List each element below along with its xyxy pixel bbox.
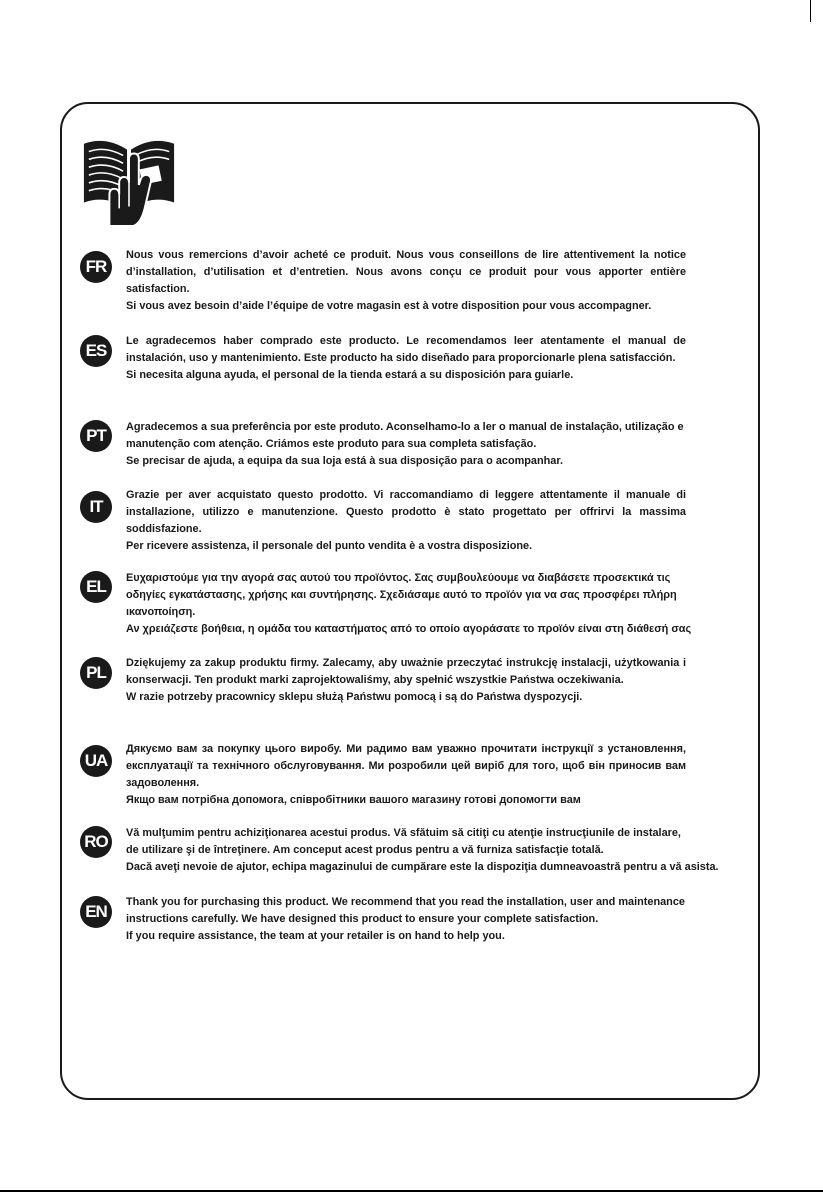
notice-text-en: [126, 894, 686, 945]
notice-text-pl: [126, 655, 686, 706]
language-badge-ua: UA: [80, 745, 112, 777]
notice-text-es: [126, 333, 686, 384]
notice-text-ua: [126, 741, 686, 809]
thank-you-paragraph-it: Grazie per aver acquistato questo prodotto. Vi raccomandiamo di leggere attentamente il manuale di installazione, utilizzo e manutenzione. Questo prodotto è stato progettato per offrirvi la massima soddisfazione.: [126, 489, 686, 535]
crop-mark-top: [810, 0, 811, 22]
language-badge-ro: RO: [80, 826, 112, 858]
notice-text-pt: [126, 419, 686, 470]
notice-text-el: [126, 570, 692, 638]
help-line-en: If you require assistance, the team at your retailer is on hand to help you.: [126, 930, 505, 942]
thank-you-paragraph-es: Le agradecemos haber comprado este producto. Le recomendamos leer atentamente el manual de instalación, uso y mantenimiento. Este producto ha sido diseñado para proporcionarle plena satisfacción.: [126, 335, 686, 364]
help-line-ro: Dacă aveţi nevoie de ajutor, echipa magazinului de cumpărare este la dispoziţia dumneavoastră pentru a vă asista.: [126, 861, 719, 873]
language-badge-it: IT: [80, 491, 112, 523]
language-badge-es: ES: [80, 335, 112, 367]
notice-text-ro: [126, 825, 719, 876]
thank-you-paragraph-pl: Dziękujemy za zakup produktu firmy. Zalecamy, aby uważnie przeczytać instrukcję instalacji, użytkowania i konserwacji. Ten produkt marki zaprojektowaliśmy, aby spełnić wszystkie Państwa oczekiwania.: [126, 657, 686, 686]
help-line-el: Αν χρειάζεστε βοήθεια, η ομάδα του καταστήματος από το οποίο αγοράσατε το προϊόν είναι στη διάθεσή σας: [126, 623, 692, 635]
language-badge-pl: PL: [80, 657, 112, 689]
thank-you-paragraph-ro: Vă mulţumim pentru achiziţionarea acestui produs. Vă sfătuim să citiţi cu atenţie instrucţiunile de instalare, de utilizare şi de întreţinere. Am conceput acest produs pentru a vă furniza satisfacţie totală.: [126, 827, 681, 856]
language-badge-fr: FR: [80, 251, 112, 283]
help-line-ua: Якщо вам потрібна допомога, співробітники вашого магазину готові допомогти вам: [126, 794, 581, 806]
help-line-fr: Si vous avez besoin d’aide l’équipe de votre magasin est à votre disposition pour vous accompagner.: [126, 300, 652, 312]
thank-you-paragraph-ua: Дякуємо вам за покупку цього виробу. Ми радимо вам уважно прочитати інструкції з установлення, експлуатації та технічного обслуговування. Ми розробили цей виріб для того, щоб він приносив вам задоволення.: [126, 743, 686, 789]
thank-you-paragraph-el: Ευχαριστούμε για την αγορά σας αυτού του προϊόντος. Σας συμβουλεύουμε να διαβάσετε προσεκτικά τις οδηγίες εγκατάστασης, χρήσης και συντήρησης. Σχεδιάσαμε αυτό το προϊόν για να σας προσφέρει πλήρη ικανοποίηση.: [126, 572, 677, 618]
help-line-es: Si necesita alguna ayuda, el personal de la tienda estará a su disposición para guiarle.: [126, 369, 574, 381]
notice-text-fr: [126, 247, 686, 315]
language-badge-en: EN: [80, 896, 112, 928]
thank-you-paragraph-pt: Agradecemos a sua preferência por este produto. Aconselhamo-lo a ler o manual de instalação, utilização e manutenção com atenção. Criámos este produto para sua completa satisfação.: [126, 421, 684, 450]
language-badge-pt: PT: [80, 420, 112, 452]
thank-you-paragraph-en: Thank you for purchasing this product. We recommend that you read the installation, user and maintenance instructions carefully. We have designed this product to ensure your complete satisfaction.: [126, 896, 685, 925]
help-line-pt: Se precisar de ajuda, a equipa da sua loja está à sua disposição para o acompanhar.: [126, 455, 564, 467]
help-line-pl: W razie potrzeby pracownicy sklepu służą Państwu pomocą i są do Państwa dyspozycji.: [126, 691, 583, 703]
language-badge-el: EL: [80, 571, 112, 603]
manual-reading-hand-icon: [80, 130, 178, 228]
notice-text-it: [126, 487, 686, 555]
thank-you-paragraph-fr: Nous vous remercions d’avoir acheté ce produit. Nous vous conseillons de lire attentivement la notice d’installation, d’utilisation et d’entretien. Nous avons conçu ce produit pour vous apporter entière satisfaction.: [126, 249, 686, 295]
help-line-it: Per ricevere assistenza, il personale del punto vendita è a vostra disposizione.: [126, 540, 533, 552]
